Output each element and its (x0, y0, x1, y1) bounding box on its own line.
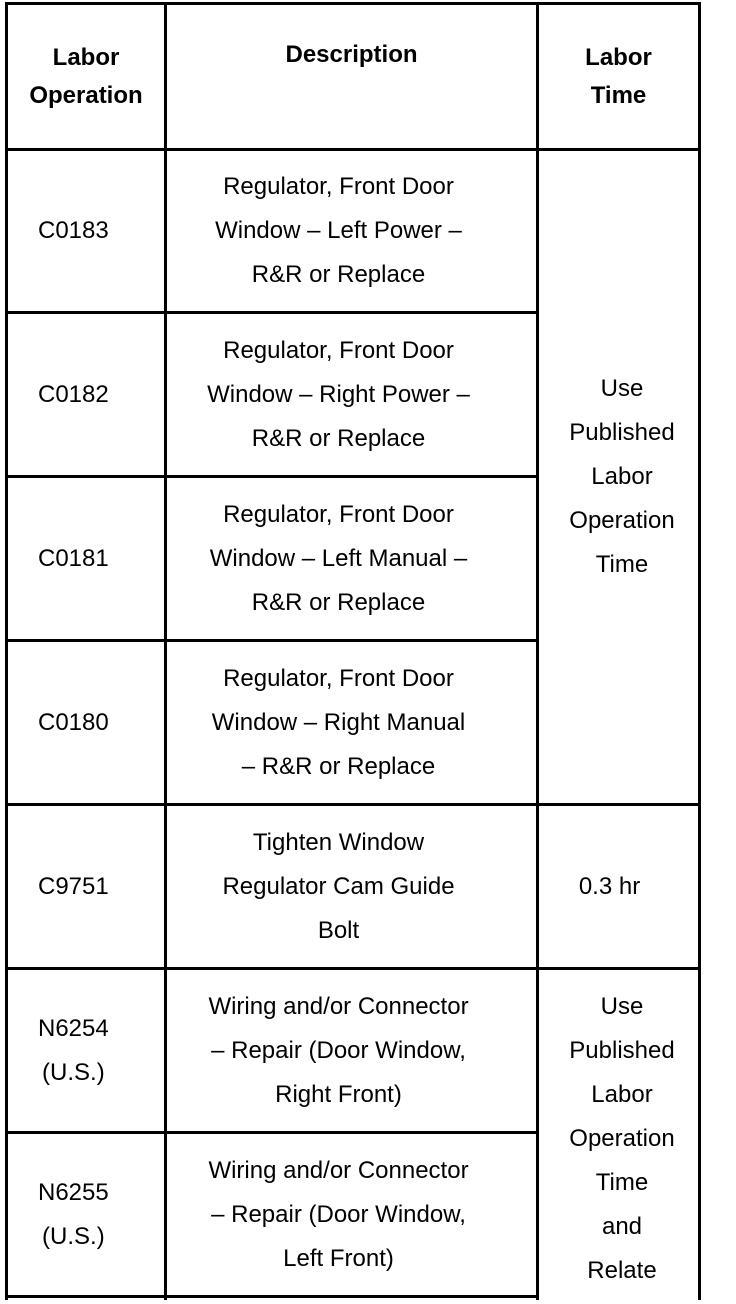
operation-description: Regulator, Front Door Window – Left Manual – R&R or Replace (209, 500, 468, 616)
operation-code: C9751 (38, 872, 109, 900)
header-description: Description (285, 41, 418, 68)
operation-description: Regulator, Front Door Window – Right Manual – R&R or Replace (211, 664, 466, 780)
operation-description: Regulator, Front Door Window – Left Power – R&R or Replace (215, 173, 462, 288)
labor-time-value: Use Published Labor Operation Time and Relate (569, 993, 675, 1284)
operation-code: C0181 (38, 544, 109, 572)
table-border-bottom (5, 1295, 539, 1298)
operation-description: Wiring and/or Connector – Repair (Door Window, Right Front) (208, 992, 469, 1108)
operation-description: Regulator, Front Door Window – Right Power – R&R or Replace (207, 336, 470, 452)
labor-time-value: Use Published Labor Operation Time (569, 375, 675, 578)
operation-description: Wiring and/or Connector – Repair (Door Window, Left Front) (208, 1156, 469, 1272)
header-labor-time: Labor Time (585, 43, 652, 109)
operation-code: C0183 (38, 217, 109, 244)
operation-code: C0182 (38, 380, 109, 408)
operation-code: N6255 (U.S.) (38, 1178, 109, 1250)
operation-code: C0180 (38, 708, 109, 736)
operation-code: N6254 (U.S.) (38, 1014, 109, 1086)
header-labor-operation: Labor Operation (29, 43, 143, 109)
operation-description: Tighten Window Regulator Cam Guide Bolt (222, 828, 455, 944)
labor-time-value: 0.3 hr (578, 872, 641, 900)
